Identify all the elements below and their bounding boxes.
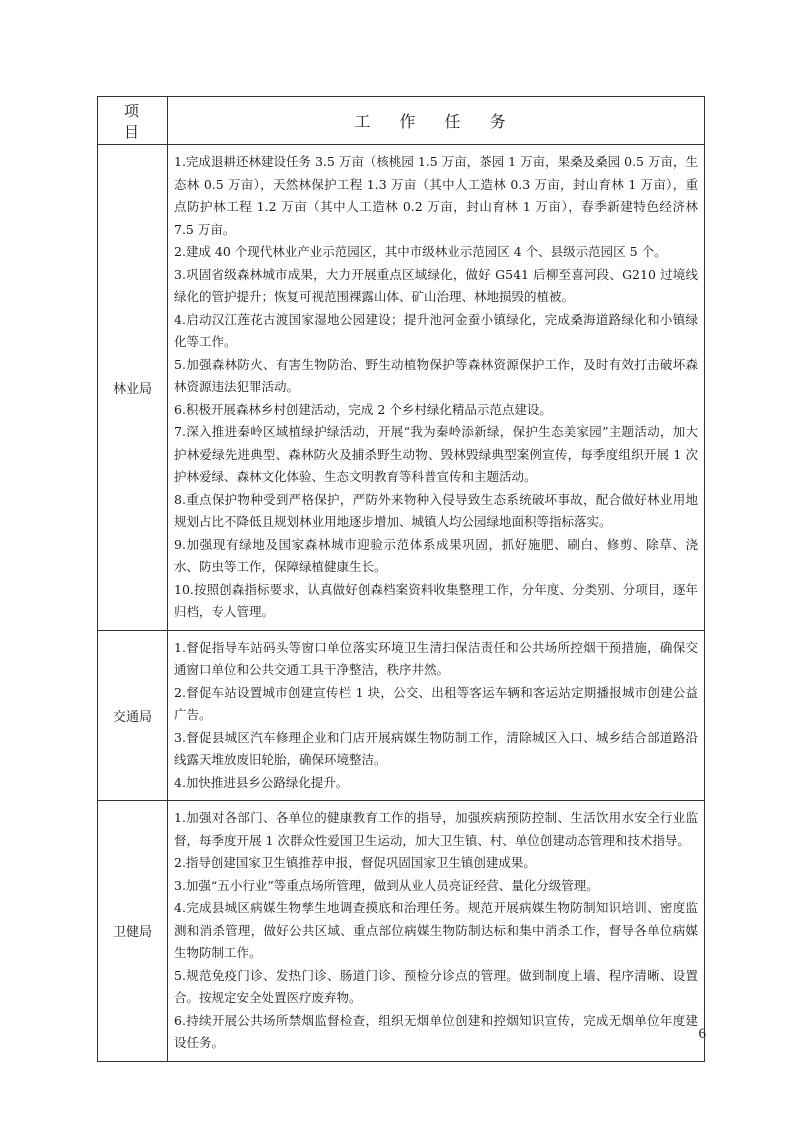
department-transport: 交通局 [98, 630, 168, 801]
task-item: 1.完成退耕还林建设任务 3.5 万亩（核桃园 1.5 万亩，茶园 1 万亩，果桑及桑园 0.5 万亩，生态林 0.5 万亩），天然林保护工程 1.3 万亩（其中人工造林 0.3 万亩，封山育林 1 万亩），重点防护林工程 1.2 万亩（其中人工造林 0.2 万亩，封山育林 1 万亩），春季新建特色经济林 7.5 万亩。 [174, 154, 698, 237]
task-list-forestry [168, 145, 705, 631]
task-item: 1.加强对各部门、各单位的健康教育工作的指导，加强疾病预防控制、生活饮用水安全行业监督，每季度开展 1 次群众性爱国卫生运动，加大卫生镇、村、单位创建动态管理和技术指导。 [174, 810, 698, 848]
task-item: 4.完成县城区病媒生物孳生地调查摸底和治理任务。规范开展病媒生物防制知识培训、密度监测和消杀管理，做好公共区域、重点部位病媒生物防制达标和集中消杀工作，督导各单位病媒生物防制工作。 [174, 900, 698, 960]
task-item: 8.重点保护物种受到严格保护，严防外来物种入侵导致生态系统破坏事故，配合做好林业用地规划占比不降低且规划林业用地逐步增加、城镇人均公园绿地面积等指标落实。 [174, 491, 698, 529]
task-item: 2.建成 40 个现代林业产业示范园区，其中市级林业示范园区 4 个、县级示范园区 5 个。 [174, 244, 667, 259]
work-task-table [97, 96, 705, 1062]
task-item: 3.巩固省级森林城市成果，大力开展重点区域绿化，做好 G541 后柳至喜河段、G210 过境线绿化的管护提升；恢复可视范围裸露山体、矿山治理、林地损毁的植被。 [174, 266, 698, 304]
task-item: 6.持续开展公共场所禁烟监督检查，组织无烟单位创建和控烟知识宣传，完成无烟单位年度建设任务。 [174, 1012, 698, 1050]
table-row-transport [98, 630, 705, 801]
task-list-health [168, 801, 705, 1062]
task-item: 3.加强“五小行业”等重点场所管理，做到从业人员亮证经营、量化分级管理。 [174, 877, 599, 893]
task-item: 5.规范免疫门诊、发热门诊、肠道门诊、预检分诊点的管理。做到制度上墙、程序清晰、设置合。按规定安全处置医疗废弃物。 [174, 967, 698, 1005]
header-task: 工 作 任 务 [168, 97, 705, 145]
task-item: 1.督促指导车站码头等窗口单位落实环境卫生清扫保洁责任和公共场所控烟干预措施，确保交通窗口单位和公共交通工具干净整洁，秩序井然。 [174, 639, 698, 677]
task-item: 2.督促车站设置城市创建宣传栏 1 块，公交、出租等客运车辆和客运站定期播报城市创建公益广告。 [174, 684, 698, 722]
task-item: 6.积极开展森林乡村创建活动，完成 2 个乡村绿化精品示范点建设。 [174, 401, 552, 417]
table-header-row [98, 97, 705, 145]
department-health: 卫健局 [98, 801, 168, 1062]
table-row-health [98, 801, 705, 1062]
task-item: 2.指导创建国家卫生镇推荐申报，督促巩固国家卫生镇创建成果。 [174, 855, 536, 870]
task-item: 7.深入推进秦岭区域植绿护绿活动，开展“我为秦岭添新绿，保护生态美家园”主题活动，加大护林爱绿先进典型、森林防火及捕杀野生动物、毁林毁绿典型案例宣传，每季度组织开展 1 次护林爱绿、森林文化体验、生态文明教育等科普宣传和主题活动。 [174, 424, 698, 484]
header-item: 项 目 [98, 97, 168, 145]
task-item: 5.加强森林防火、有害生物防治、野生动植物保护等森林资源保护工作，及时有效打击破坏森林资源违法犯罪活动。 [174, 356, 698, 394]
task-list-transport [168, 630, 705, 801]
task-item: 4.加快推进县乡公路绿化提升。 [174, 774, 349, 790]
task-item: 9.加强现有绿地及国家森林城市迎验示范体系成果巩固，抓好施肥、刷白、修剪、除草、浇水、防虫等工作，保障绿植健康生长。 [174, 536, 698, 574]
task-item: 10.按照创森指标要求，认真做好创森档案资料收集整理工作，分年度、分类别、分项目，逐年归档，专人管理。 [174, 581, 698, 619]
page-number: 6 [698, 1026, 706, 1042]
department-forestry: 林业局 [98, 145, 168, 631]
table-row-forestry [98, 145, 705, 631]
task-item: 4.启动汉江莲花古渡国家湿地公园建设；提升池河金蚕小镇绿化，完成桑海道路绿化和小镇绿化等工作。 [174, 311, 698, 349]
task-item: 3.督促县城区汽车修理企业和门店开展病媒生物防制工作，清除城区入口、城乡结合部道路沿线露天堆放废旧轮胎，确保环境整洁。 [174, 729, 698, 767]
